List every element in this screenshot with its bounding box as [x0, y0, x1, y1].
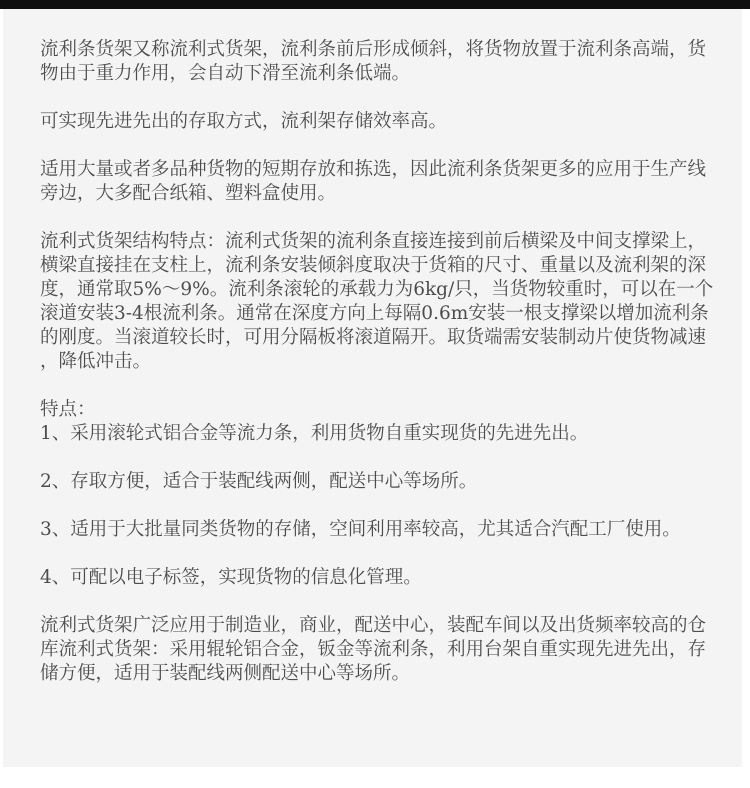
text-line: 滚道安装3-4根流利条。通常在深度方向上每隔0.6m安装一根支撑梁以增加流利条	[40, 303, 709, 324]
text-line: 流利式货架结构特点：流利式货架的流利条直接连接到前后横梁及中间支撑梁上，	[40, 231, 707, 252]
text-line: 流利条货架又称流利式货架，流利条前后形成倾斜，将货物放置于流利条高端，货	[40, 39, 707, 60]
text-line: 的刚度。当滚道较长时，可用分隔板将滚道隔开。取货端需安装制动片使货物减速	[40, 327, 707, 348]
text-line: 可实现先进先出的存取方式，流利架存储效率高。	[40, 111, 448, 132]
paragraph	[40, 158, 712, 206]
text-line: 物由于重力作用，会自动下滑至流利条低端。	[40, 63, 411, 84]
text-line: 1、采用滚轮式铝合金等流力条，利用货物自重实现货的先进先出。	[40, 423, 589, 444]
content-card	[3, 9, 742, 767]
text-line: 特点：	[40, 399, 96, 420]
paragraph	[40, 470, 712, 494]
text-line: 3、适用于大批量同类货物的存储，空间利用率较高，尤其适合汽配工厂使用。	[40, 519, 681, 540]
text-line: 适用大量或者多品种货物的短期存放和拣选，因此流利条货架更多的应用于生产线	[40, 159, 707, 180]
paragraph	[40, 398, 712, 446]
top-bar	[0, 0, 750, 9]
description-text	[40, 38, 712, 686]
text-line: 储方便，适用于装配线两侧配送中心等场所。	[40, 663, 411, 684]
paragraph	[40, 614, 712, 686]
text-line: 旁边，大多配合纸箱、塑料盒使用。	[40, 183, 337, 204]
text-line: 库流利式货架：采用辊轮铝合金，钣金等流利条，利用台架自重实现先进先出，存	[40, 639, 707, 660]
paragraph	[40, 38, 712, 86]
paragraph	[40, 230, 712, 374]
paragraph	[40, 110, 712, 134]
text-line: 度，通常取5%～9%。流利条滚轮的承载力为6kg/只，当货物较重时，可以在一个	[40, 279, 714, 300]
text-line: 流利式货架广泛应用于制造业，商业，配送中心，装配车间以及出货频率较高的仓	[40, 615, 707, 636]
paragraph	[40, 566, 712, 590]
text-line: 横梁直接挂在支柱上，流利条安装倾斜度取决于货箱的尺寸、重量以及流利架的深	[40, 255, 707, 276]
text-line: 4、可配以电子标签，实现货物的信息化管理。	[40, 567, 422, 588]
text-line: 2、存取方便，适合于装配线两侧，配送中心等场所。	[40, 471, 478, 492]
paragraph	[40, 518, 712, 542]
text-line: ，降低冲击。	[40, 351, 152, 372]
